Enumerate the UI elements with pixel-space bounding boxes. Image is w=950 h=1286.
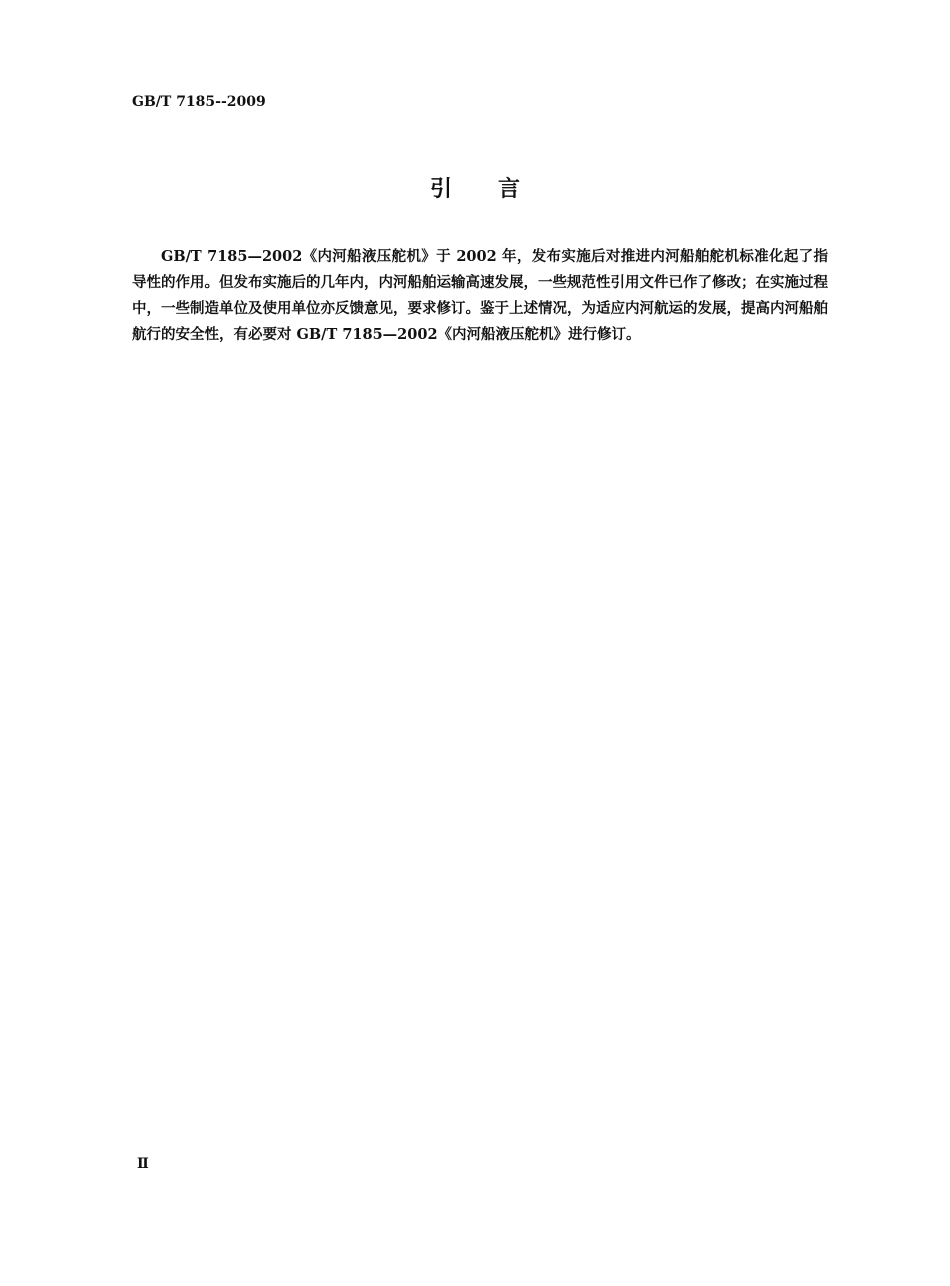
introduction-paragraph: GB/T 7185—2002《内河船液压舵机》于 2002 年，发布实施后对推进内河船舶舵机标准化起了指导性的作用。但发布实施后的几年内，内河船舶运输高速发展，一些规范性引用文件已作了修改；在实施过程中，一些制造单位及使用单位亦反馈意见，要求修订。鉴于上述情况，为适应内河航运的发展，提高内河船舶航行的安全性，有必要对 GB/T 7185—2002《内河船液压舵机》进行修订。 [132, 248, 828, 343]
page-number: Ⅱ [137, 1156, 149, 1172]
section-title: 引言 [429, 177, 566, 202]
standard-code-header: GB/T 7185--2009 [132, 94, 266, 110]
